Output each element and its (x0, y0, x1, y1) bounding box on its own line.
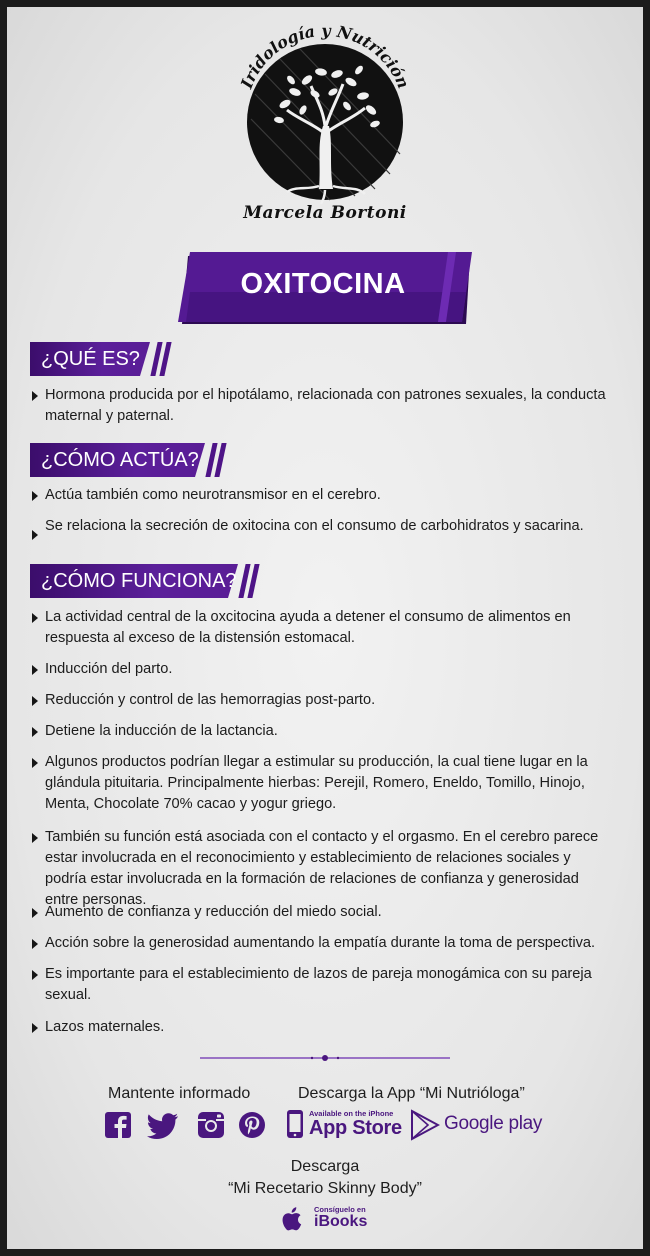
bullet-arrow-icon (32, 758, 38, 768)
bullet-arrow-icon (32, 727, 38, 737)
bullet-arrow-icon (32, 530, 38, 540)
bullet-arrow-icon (32, 696, 38, 706)
bullet-arrow-icon (32, 970, 38, 980)
book-title: “Mi Recetario Skinny Body” (228, 1180, 422, 1197)
list-item: Algunos productos podrían llegar a estimular su producción, la cual tiene lugar en la glándula pituitaria. Principalmente hierbas: Perejil, Romero, Eneldo, Tomillo, Hinojo, Menta, Chocolate 70% cacao y yogur griego. (32, 752, 612, 815)
section-heading: ¿CÓMO FUNCIONA? (41, 570, 237, 592)
bullet-arrow-icon (32, 908, 38, 918)
google-play-label: Google play (444, 1113, 543, 1134)
ibooks-caption: Consíguelo en (314, 1205, 366, 1214)
bullet-arrow-icon (32, 391, 38, 401)
section-header-que-es (30, 342, 170, 376)
list-item: Aumento de confianza y reducción del miedo social. (32, 902, 612, 923)
bullet-arrow-icon (32, 939, 38, 949)
brand-arc-text: Iridología y Nutrición (236, 20, 414, 92)
apple-icon (280, 1206, 302, 1232)
phone-icon (286, 1109, 304, 1139)
section-header-como-actua (30, 443, 226, 477)
twitter-icon[interactable] (147, 1111, 179, 1139)
footer-divider (200, 1052, 450, 1064)
bullet-arrow-icon (32, 491, 38, 501)
stay-informed-label: Mantente informado (108, 1085, 251, 1102)
app-store-caption: Available on the iPhone (309, 1109, 394, 1118)
bullet-arrow-icon (32, 1023, 38, 1033)
brand-name: Marcela Bortoni (243, 203, 407, 223)
brand-logo (225, 14, 425, 234)
list-item: Detiene la inducción de la lactancia. (32, 721, 612, 742)
list-item: Inducción del parto. (32, 659, 612, 680)
app-store-button[interactable] (286, 1109, 402, 1143)
list-item: La actividad central de la oxcitocina ayuda a detener el consumo de alimentos en respuesta al exceso de la distensión estomacal. (32, 607, 612, 649)
list-item: Hormona producida por el hipotálamo, relacionada con patrones sexuales, la conducta maternal y paternal. (32, 385, 612, 427)
google-play-button[interactable] (410, 1108, 550, 1142)
list-item: Lazos maternales. (32, 1017, 612, 1038)
bullet-arrow-icon (32, 613, 38, 623)
list-item: Acción sobre la generosidad aumentando la empatía durante la toma de perspectiva. (32, 933, 612, 954)
play-icon (410, 1109, 440, 1141)
pinterest-icon[interactable] (238, 1111, 266, 1139)
bullet-arrow-icon (32, 665, 38, 675)
list-item: Se relaciona la secreción de oxitocina con el consumo de carbohidratos y sacarina. (32, 516, 612, 537)
section-header-como-funciona (30, 564, 262, 598)
list-item: Es importante para el establecimiento de lazos de pareja monogámica con su pareja sexual. (32, 964, 612, 1006)
list-item: También su función está asociada con el contacto y el orgasmo. En el cerebro parece estar involucrada en el reconocimiento y establecimiento de relaciones sociales y podría estar involucrada en la formación de relaciones de confianza y generosidad entre personas. (32, 827, 612, 911)
section-heading: ¿CÓMO ACTÚA? (41, 449, 199, 471)
ibooks-button[interactable] (280, 1204, 380, 1234)
instagram-icon[interactable] (197, 1111, 225, 1139)
section-heading: ¿QUÉ ES? (41, 348, 140, 370)
facebook-icon[interactable] (104, 1111, 132, 1139)
page-title: OXITOCINA (240, 268, 406, 300)
download-label: Descarga (290, 1158, 360, 1175)
list-item: Reducción y control de las hemorragias post-parto. (32, 690, 612, 711)
ibooks-label: iBooks (314, 1213, 368, 1230)
download-app-label: Descarga la App “Mi Nutrióloga” (298, 1085, 525, 1102)
app-store-label: App Store (309, 1117, 402, 1139)
list-item: Actúa también como neurotransmisor en el cerebro. (32, 485, 612, 506)
bullet-arrow-icon (32, 833, 38, 843)
